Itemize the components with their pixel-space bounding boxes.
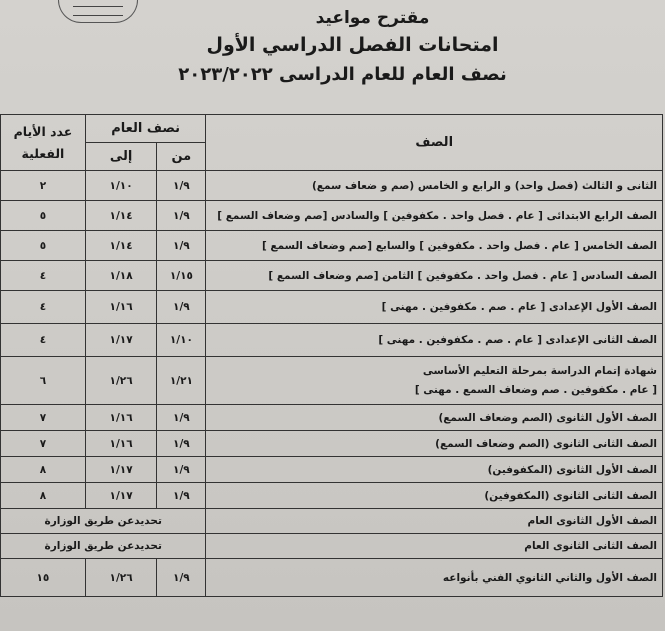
table-row [1, 431, 663, 457]
heading-line-1: مقترح مواعيد [315, 8, 430, 28]
to-cell: ١/١٦ [85, 405, 156, 431]
header-from: من [157, 143, 206, 171]
header-to: إلى [85, 143, 156, 171]
days-cell: ٨ [1, 457, 86, 483]
table-row [1, 509, 663, 534]
to-cell: ١/١٤ [85, 201, 156, 231]
from-cell: ١/١٠ [157, 324, 206, 357]
table-row [1, 171, 663, 201]
from-cell: ١/٩ [157, 291, 206, 324]
grade-cell [206, 357, 663, 405]
grade-cell: الصف الخامس [ عام . فصل واحد . مكفوفين ] والسابع [صم وضعاف السمع ] [206, 231, 663, 261]
days-cell: ٢ [1, 171, 86, 201]
table-row [1, 231, 663, 261]
days-cell: ٤ [1, 324, 86, 357]
grade-cell: الصف الأول الإعدادى [ عام . صم . مكفوفين . مهنى ] [206, 291, 663, 324]
table-row [1, 483, 663, 509]
grade-line-1: شهادة إتمام الدراسة بمرحلة التعليم الأساسى [422, 364, 657, 377]
days-cell: ٦ [1, 357, 86, 405]
heading-line-3: نصف العام للعام الدراسى ٢٠٢٣/٢٠٢٢ [178, 64, 507, 85]
to-cell: ١/١٦ [85, 431, 156, 457]
table-row [1, 559, 663, 597]
from-cell: ١/٩ [157, 483, 206, 509]
grade-cell: الصف الأول الثانوى (الصم وضعاف السمع) [206, 405, 663, 431]
grade-cell: الصف الثانى الثانوى (المكفوفين) [206, 483, 663, 509]
grade-cell: الصف الثانى الإعدادى [ عام . صم . مكفوفين . مهنى ] [206, 324, 663, 357]
days-cell: ٤ [1, 291, 86, 324]
days-cell: ٤ [1, 261, 86, 291]
days-cell: ٨ [1, 483, 86, 509]
grade-line-2: [ عام . مكفوفين . صم وضعاف السمع . مهنى ] [414, 383, 657, 396]
days-cell: ١٥ [1, 559, 86, 597]
table-row [1, 291, 663, 324]
from-cell: ١/٩ [157, 171, 206, 201]
days-cell: ٥ [1, 231, 86, 261]
to-cell: ١/١٧ [85, 457, 156, 483]
to-cell: ١/٢٦ [85, 357, 156, 405]
days-cell: ٧ [1, 431, 86, 457]
table-row [1, 534, 663, 559]
header-grade: الصف [206, 115, 663, 171]
to-cell: ١/١٧ [85, 324, 156, 357]
heading-line-2: امتحانات الفصل الدراسي الأول [206, 34, 499, 56]
table-row [1, 405, 663, 431]
grade-cell: الصف الثانى الثانوى العام [206, 534, 663, 559]
from-cell: ١/٩ [157, 431, 206, 457]
grade-cell: الصف السادس [ عام . فصل واحد . مكفوفين ] الثامن [صم وضعاف السمع ] [206, 261, 663, 291]
grade-cell: الصف الثانى الثانوى (الصم وضعاف السمع) [206, 431, 663, 457]
from-cell: ١/٢١ [157, 357, 206, 405]
to-cell: ١/١٠ [85, 171, 156, 201]
days-cell: ٥ [1, 201, 86, 231]
grade-cell: الثانى و الثالث (فصل واحد) و الرابع و الخامس (صم و ضعاف سمع) [206, 171, 663, 201]
ministry-note-cell: تحديدعن طريق الوزارة [1, 509, 206, 534]
from-cell: ١/١٥ [157, 261, 206, 291]
header-days: عدد الأيام الفعلية [1, 115, 86, 171]
grade-cell: الصف الأول والثاني الثانوي الفني بأنواعه [206, 559, 663, 597]
table-row [1, 261, 663, 291]
table-row [1, 324, 663, 357]
grade-cell: الصف الرابع الابتدائى [ عام . فصل واحد . مكفوفين ] والسادس [صم وضعاف السمع ] [206, 201, 663, 231]
ministry-note-cell: تحديدعن طريق الوزارة [1, 534, 206, 559]
exam-schedule-table [0, 114, 663, 597]
to-cell: ١/١٧ [85, 483, 156, 509]
table-row [1, 457, 663, 483]
from-cell: ١/٩ [157, 405, 206, 431]
from-cell: ١/٩ [157, 457, 206, 483]
header-midyear: نصف العام [85, 115, 206, 143]
grade-cell: الصف الأول الثانوى (المكفوفين) [206, 457, 663, 483]
table-row [1, 357, 663, 405]
from-cell: ١/٩ [157, 201, 206, 231]
days-cell: ٧ [1, 405, 86, 431]
from-cell: ١/٩ [157, 559, 206, 597]
from-cell: ١/٩ [157, 231, 206, 261]
to-cell: ١/١٨ [85, 261, 156, 291]
to-cell: ١/١٦ [85, 291, 156, 324]
grade-cell: الصف الأول الثانوى العام [206, 509, 663, 534]
to-cell: ١/٢٦ [85, 559, 156, 597]
to-cell: ١/١٤ [85, 231, 156, 261]
table-row [1, 201, 663, 231]
